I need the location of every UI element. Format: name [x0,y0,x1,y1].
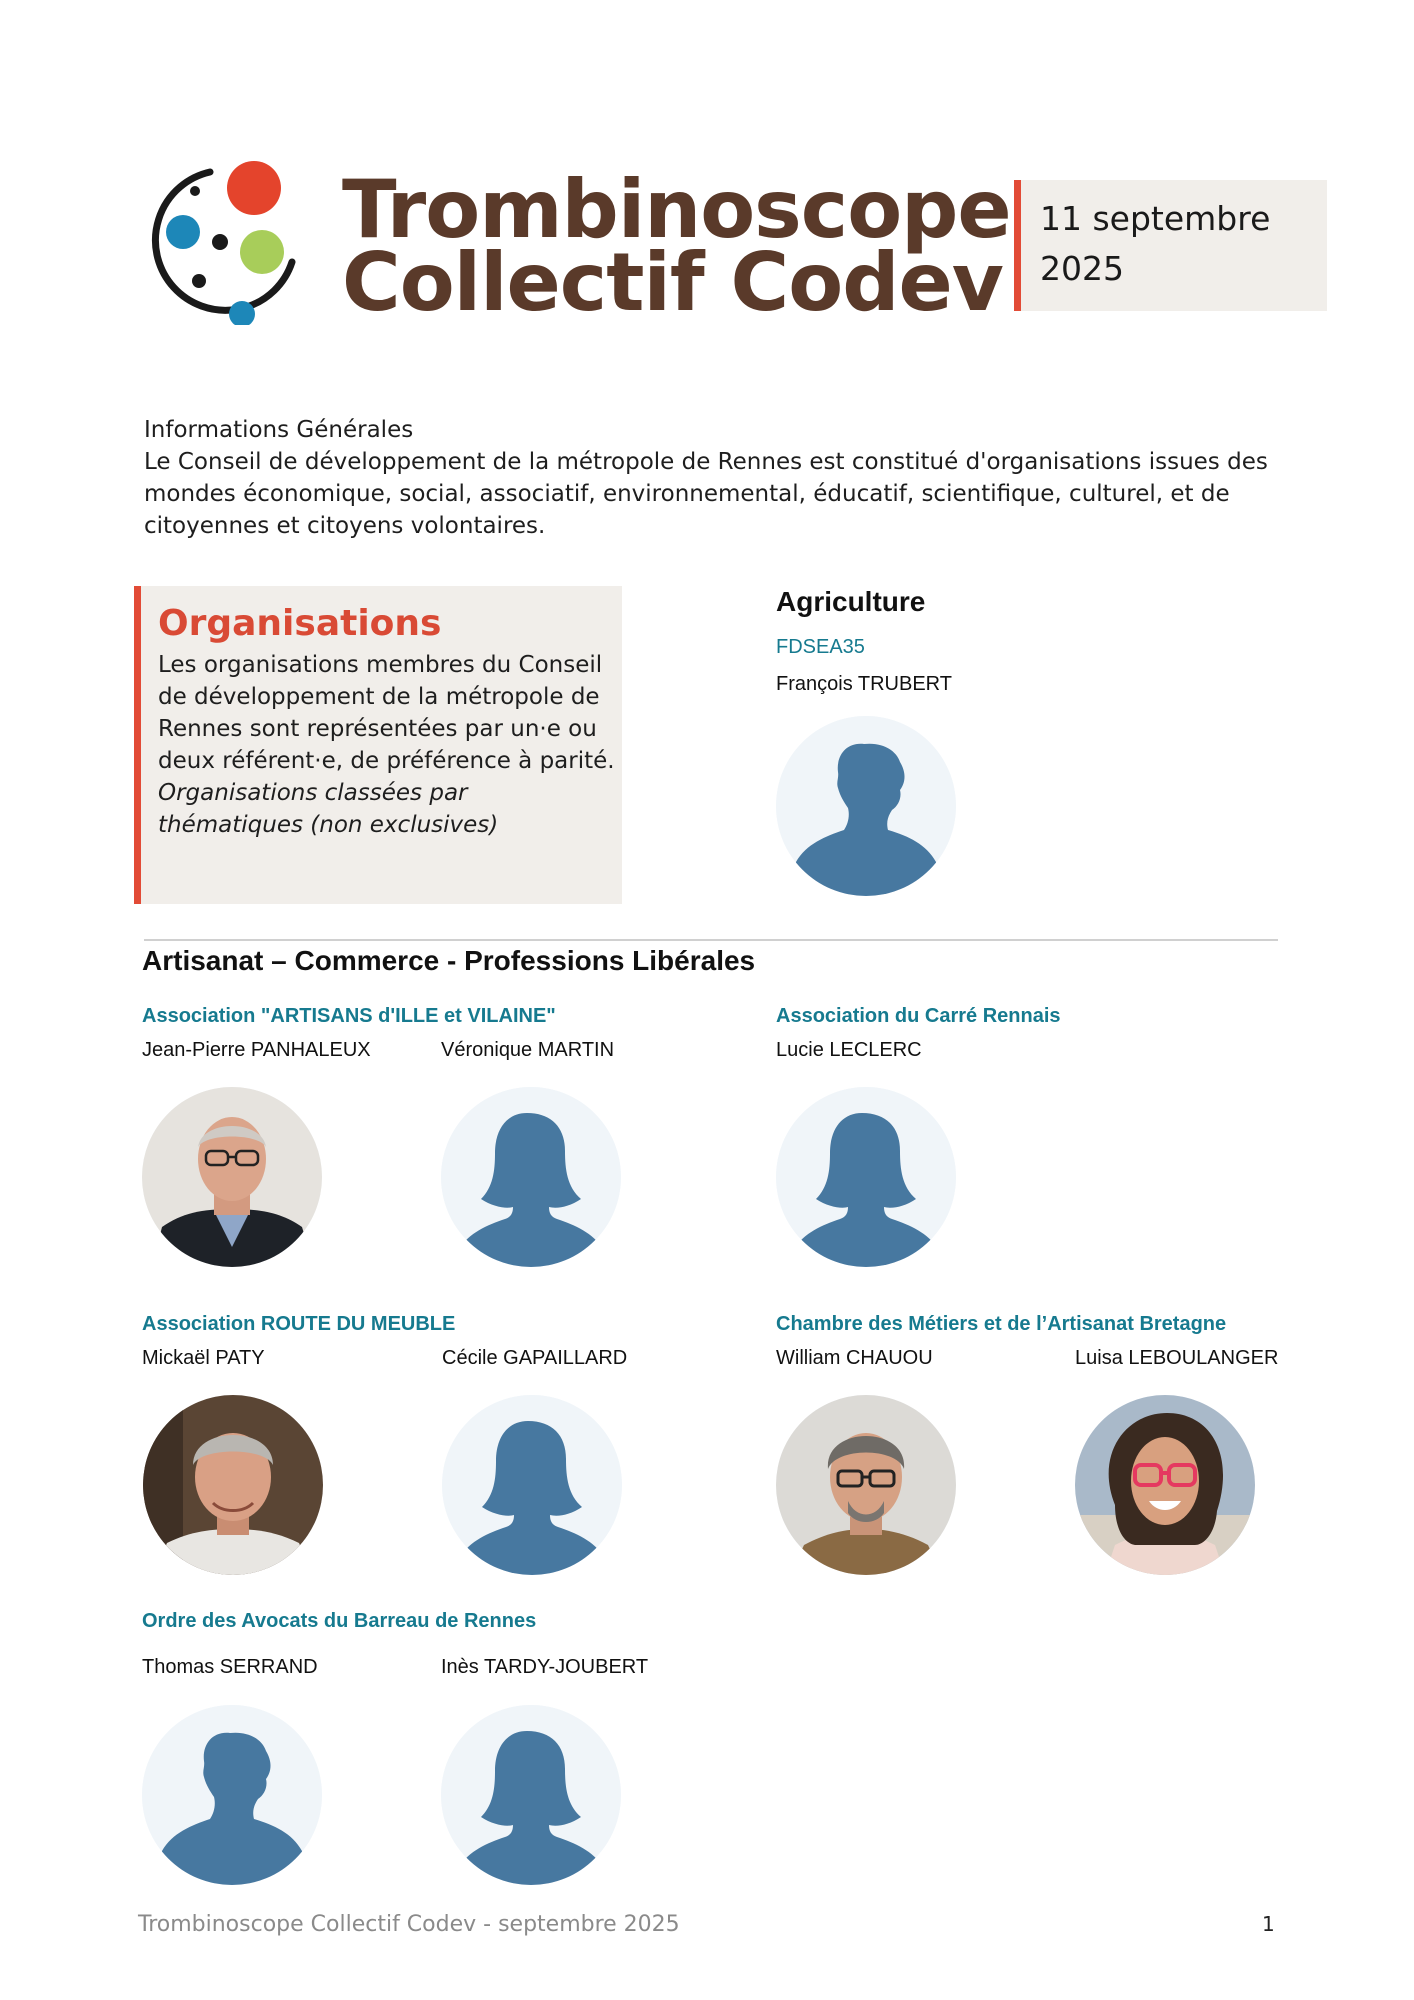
page-number: 1 [1262,1912,1275,1936]
person-name: Véronique MARTIN [441,1039,615,1061]
org-name-chambre-metiers: Chambre des Métiers et de l’Artisanat Bretagne [776,1313,1227,1335]
intro-section [144,414,1274,542]
org-name-fdsea35: FDSEA35 [776,636,865,658]
section-title-agriculture: Agriculture [776,586,926,617]
female-silhouette-icon [441,1705,621,1885]
intro-heading: Informations Générales [144,417,414,443]
female-silhouette-icon [776,1087,956,1267]
org-name-carre-rennais: Association du Carré Rennais [776,1005,1061,1027]
person-photo [143,1395,323,1575]
title-line-2: Collectif Codev [342,236,1003,329]
person-name: Thomas SERRAND [142,1656,318,1678]
footer-text: Trombinoscope Collectif Codev - septembre 2025 [138,1912,680,1937]
person-photo [142,1087,322,1267]
female-silhouette-icon [442,1395,622,1575]
person-name: François TRUBERT [776,673,952,695]
organisations-note: Organisations classées par thématiques (non exclusives) [158,780,499,839]
date-line-2: 2025 [1040,249,1124,288]
person-name: Luisa LEBOULANGER [1075,1347,1279,1369]
org-name-ordre-avocats: Ordre des Avocats du Barreau de Rennes [142,1610,537,1632]
female-silhouette-icon [441,1087,621,1267]
person-photo [776,1395,956,1575]
intro-line: citoyennes et citoyens volontaires. [144,513,546,539]
date-box [1014,180,1327,311]
male-silhouette-icon [776,716,956,896]
org-name-artisans-ille-vilaine: Association "ARTISANS d'ILLE et VILAINE" [142,1005,556,1027]
person-name: William CHAUOU [776,1347,933,1369]
person-name: Lucie LECLERC [776,1039,922,1061]
male-silhouette-icon [142,1705,322,1885]
person-name: Mickaël PATY [142,1347,265,1369]
org-name-route-du-meuble: Association ROUTE DU MEUBLE [142,1313,456,1335]
codev-logo-icon [140,160,300,325]
person-name: Inès TARDY-JOUBERT [441,1656,649,1678]
person-name: Cécile GAPAILLARD [442,1347,628,1369]
intro-line: Le Conseil de développement de la métropole de Rennes est constitué d'organisations issues des [144,449,1268,475]
organisations-text: Les organisations membres du Conseil de développement de la métropole de Rennes sont représentées par un·e ou deux référent·e, de préférence à parité. [158,652,615,775]
date-line-1: 11 septembre [1040,199,1271,238]
person-name: Jean-Pierre PANHALEUX [142,1039,371,1061]
section-divider [144,939,1278,941]
organisations-callout [134,586,622,904]
section-title-artisanat: Artisanat – Commerce - Professions Libérales [142,945,756,976]
title-line-1: Trombinoscope [342,163,1011,256]
organisations-title: Organisations [158,603,442,644]
person-photo [1075,1395,1255,1575]
intro-line: mondes économique, social, associatif, environnemental, éducatif, scientifique, culturel, et de [144,481,1230,507]
